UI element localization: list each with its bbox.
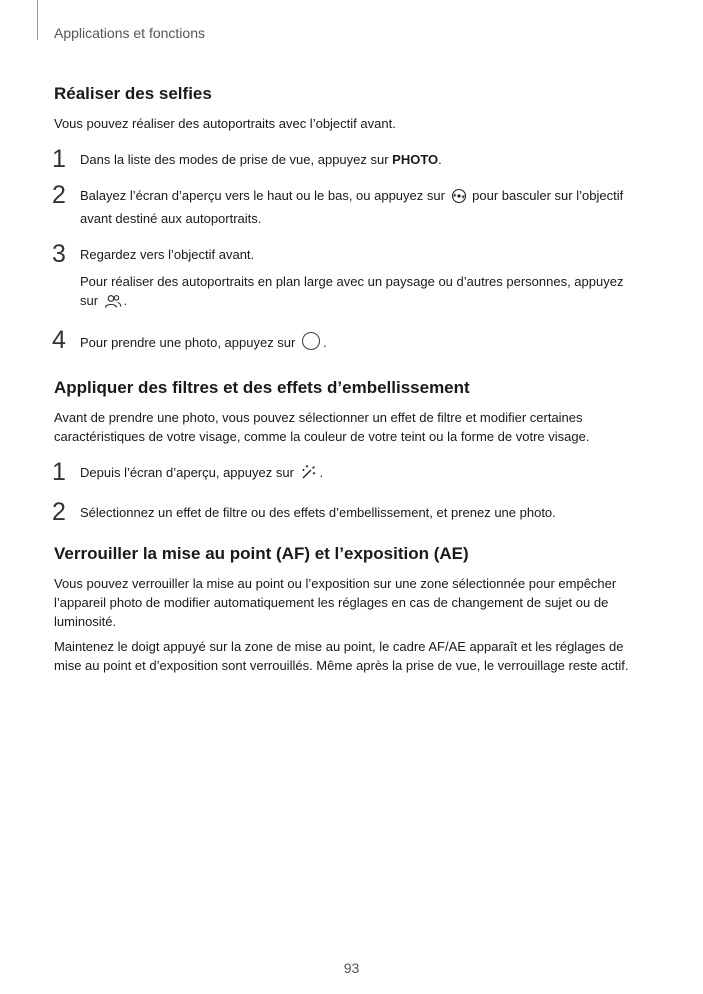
selfie-step-4 — [52, 326, 644, 356]
section-heading-filters: Appliquer des filtres et des effets d’embellissement — [54, 378, 470, 397]
filter-effects-icon — [300, 463, 318, 486]
wide-selfie-icon — [104, 294, 122, 314]
step-number: 1 — [52, 145, 66, 173]
switch-camera-icon — [451, 188, 467, 209]
step-text: Depuis l’écran d’aperçu, appuyez sur . — [80, 463, 644, 486]
filter-step-1 — [52, 458, 644, 486]
header-rule — [37, 0, 38, 40]
step-text: Balayez l’écran d’aperçu vers le haut ou le bas, ou appuyez sur pour basculer sur l’objectif avant destiné aux autoportraits. — [80, 188, 624, 226]
step-number: 3 — [52, 240, 66, 268]
step-number: 1 — [52, 458, 66, 486]
step-number: 4 — [52, 326, 66, 354]
step-text: Pour prendre une photo, appuyez sur . — [80, 331, 644, 356]
step-text: Regardez vers l’objectif avant. — [80, 247, 255, 262]
section-heading-af-ae-lock: Verrouiller la mise au point (AF) et l’exposition (AE) — [54, 544, 469, 563]
photo-mode-label: PHOTO — [392, 152, 439, 167]
filter-step-2 — [52, 498, 644, 526]
page-number: 93 — [343, 960, 360, 976]
page-header: Applications et fonctions — [54, 25, 205, 41]
selfie-step-2 — [52, 181, 644, 228]
main-content — [54, 82, 644, 675]
section-intro-selfies: Vous pouvez réaliser des autoportraits avec l’objectif avant. — [54, 116, 396, 131]
section-intro-filters: Avant de prendre une photo, vous pouvez sélectionner un effet de filtre et modifier certaines caractéristiques de votre visage, comme la couleur de votre teint ou la forme de votre visage. — [54, 410, 590, 444]
shutter-button-icon — [301, 331, 321, 356]
selfie-step-3 — [52, 240, 644, 314]
step-number: 2 — [52, 498, 66, 526]
af-ae-paragraph-2: Maintenez le doigt appuyé sur la zone de mise au point, le cadre AF/AE apparaît et les réglages de mise au point et d’exposition sont verrouillés. Même après la prise de vue, le verrouillage reste actif. — [54, 639, 629, 673]
step-subtext: Pour réaliser des autoportraits en plan large avec un paysage ou d’autres personnes, appuyez sur . — [80, 272, 644, 314]
step-text: Sélectionnez un effet de filtre ou des effets d’embellissement, et prenez une photo. — [80, 505, 556, 520]
section-heading-selfies: Réaliser des selfies — [54, 84, 212, 103]
step-text: Dans la liste des modes de prise de vue, appuyez sur PHOTO. — [80, 152, 442, 167]
selfie-step-1 — [52, 145, 644, 173]
step-number: 2 — [52, 181, 66, 209]
af-ae-paragraph-1: Vous pouvez verrouiller la mise au point ou l’exposition sur une zone sélectionnée pour empêcher l’appareil photo de modifier automatiquement les réglages en cas de changement de sujet ou de luminosité. — [54, 576, 617, 629]
